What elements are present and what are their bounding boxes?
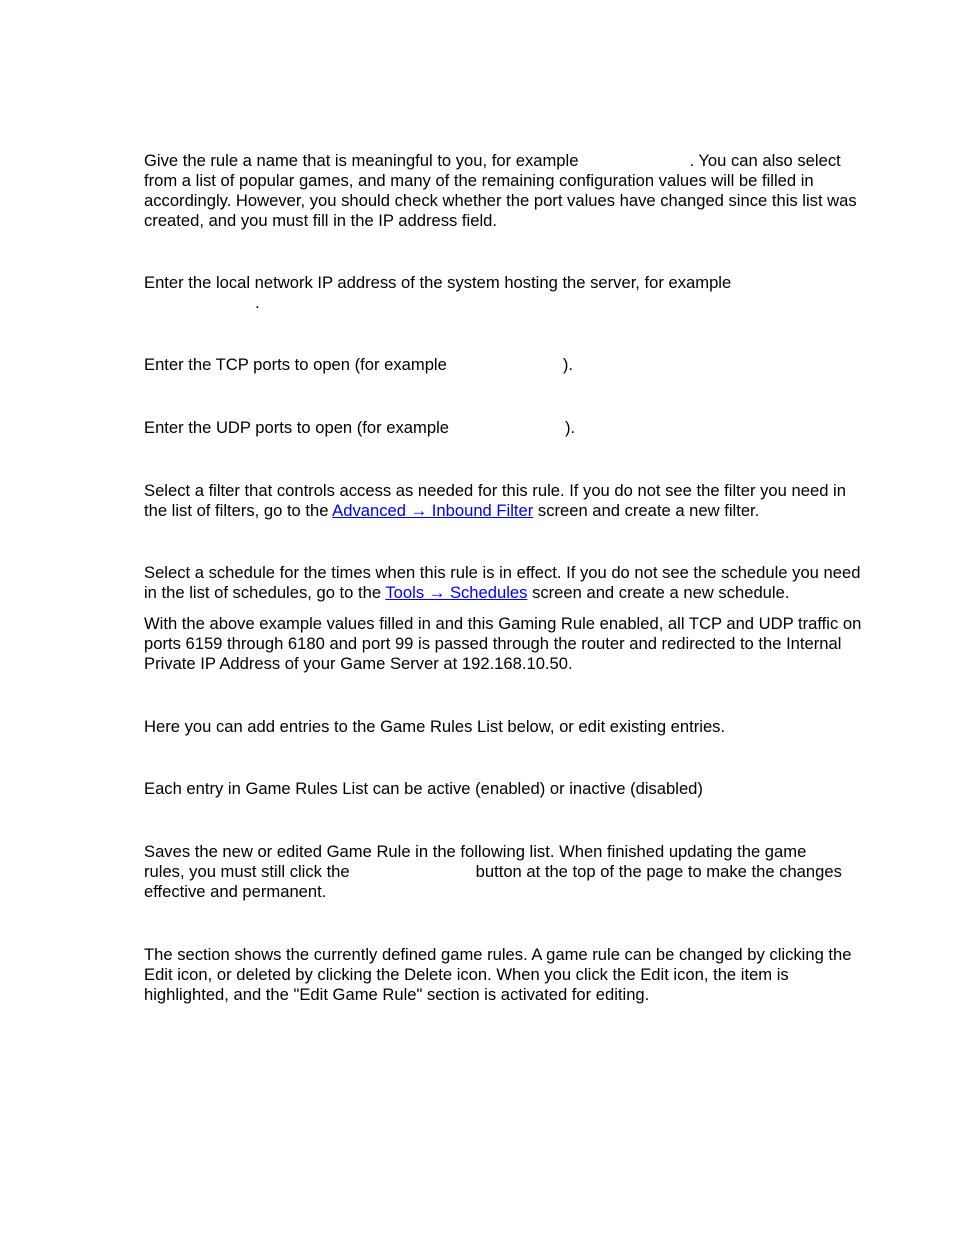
enable-description bbox=[144, 779, 866, 799]
schedules-link[interactable]: Tools → Schedules bbox=[385, 582, 528, 602]
save-text-line-1: Saves the new or edited Game Rule in the following list. When finished updating the game bbox=[144, 842, 807, 861]
udp-ports-description bbox=[144, 418, 866, 438]
schedule-text-end: screen and create a new schedule. bbox=[532, 582, 790, 602]
schedule-text: Select a schedule for the times when this rule is in effect. If you do not see the schedule you need in the list of schedules, go to the bbox=[144, 563, 861, 602]
ip-address-period: . bbox=[255, 292, 260, 312]
rule-name-text-rest: from a list of popular games, and many of the remaining configuration values will be filled in accordingly. However, you should check whether the port values have changed since this list was created, and you must fill in the IP address field. bbox=[144, 170, 857, 230]
game-rules-list-text: The section shows the currently defined game rules. A game rule can be changed by clicking the Edit icon, or deleted by clicking the Delete icon. When you click the Edit icon, the item is highlighted, and the "Edit Game Rule" section is activated for editing. bbox=[144, 945, 852, 1004]
inbound-filter-text: Select a filter that controls access as needed for this rule. If you do not see the filter you need in the list of filters, go to the bbox=[144, 481, 846, 520]
ip-address-line-2 bbox=[144, 293, 866, 313]
save-text-before: rules, you must still click the bbox=[144, 861, 350, 881]
save-text-line-2 bbox=[144, 862, 866, 882]
tcp-ports-description bbox=[144, 355, 866, 375]
add-entries-description bbox=[144, 717, 866, 737]
rule-name-description bbox=[144, 151, 866, 231]
rule-name-line-1 bbox=[144, 151, 866, 171]
save-description bbox=[144, 842, 866, 902]
udp-ports-close: ). bbox=[565, 418, 576, 437]
inbound-filter-link[interactable]: Advanced → Inbound Filter bbox=[332, 500, 534, 520]
example-text: With the above example values filled in and this Gaming Rule enabled, all TCP and UDP traffic on ports 6159 through 6180 and port 99 is passed through the router and redirected to the Internal Private IP Address of your Game Server at 192.168.10.50. bbox=[144, 614, 862, 673]
tcp-ports-close: ). bbox=[562, 355, 573, 374]
enable-text: Each entry in Game Rules List can be active (enabled) or inactive (disabled) bbox=[144, 779, 703, 798]
example-description bbox=[144, 614, 866, 674]
inbound-filter-description bbox=[144, 481, 866, 521]
rule-name-text-start: Give the rule a name that is meaningful to you, for example bbox=[144, 151, 579, 170]
ip-address-description bbox=[144, 273, 866, 313]
inbound-filter-text-end: screen and create a new filter. bbox=[537, 500, 760, 520]
save-text-after: button at the top of the page to make the changes bbox=[475, 861, 842, 881]
add-entries-text: Here you can add entries to the Game Rules List below, or edit existing entries. bbox=[144, 717, 726, 736]
rule-name-text-end: . You can also select bbox=[689, 151, 841, 170]
udp-ports-text: Enter the UDP ports to open (for example bbox=[144, 418, 449, 437]
save-text-line-3: effective and permanent. bbox=[144, 881, 327, 901]
schedule-description bbox=[144, 563, 866, 603]
tcp-ports-text: Enter the TCP ports to open (for example bbox=[144, 355, 447, 374]
ip-address-text: Enter the local network IP address of the system hosting the server, for example bbox=[144, 273, 732, 292]
game-rules-list-description bbox=[144, 945, 866, 1005]
